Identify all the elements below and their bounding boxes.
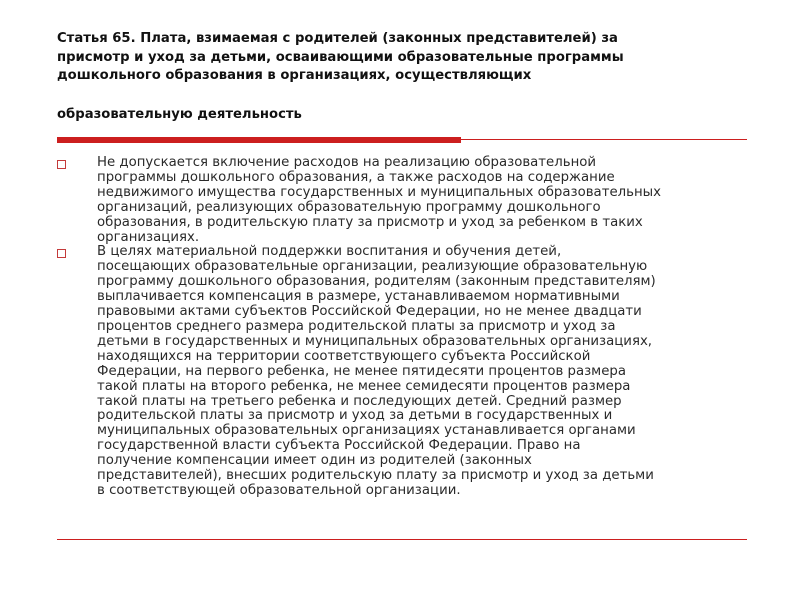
bottom-divider <box>57 539 747 540</box>
text-line: организациях. <box>97 229 200 245</box>
text-line: выплачивается компенсация в размере, устанавливаемом нормативными <box>97 289 620 305</box>
list-item <box>57 245 747 498</box>
text-line: Не допускается включение расходов на реализацию образовательной <box>97 155 597 170</box>
title-line-2: присмотр и уход за детьми, осваивающими образовательные программы <box>57 49 624 65</box>
text-line: организаций, реализующих образовательную программу дошкольного <box>97 199 601 215</box>
underline-thick-segment <box>57 137 461 143</box>
text-line: посещающих образовательные организации, реализующие образовательную <box>97 259 648 275</box>
text-line: такой платы на второго ребенка, не менее семидесяти процентов размера <box>97 378 631 394</box>
title-underline <box>57 137 747 143</box>
slide-title <box>57 30 757 124</box>
text-line: В целях материальной поддержки воспитания и обучения детей, <box>97 244 562 260</box>
text-line: в соответствующей образовательной организации. <box>97 482 461 498</box>
text-line: программу дошкольного образования, родителям (законным представителям) <box>97 274 656 290</box>
text-line: получение компенсации имеет один из родителей (законных <box>97 453 532 469</box>
title-line-3: дошкольного образования в организациях, осуществляющих <box>57 68 532 83</box>
text-line: муниципальных образовательных организациях устанавливается органами <box>97 423 636 439</box>
text-line: программы дошкольного образования, а также расходов на содержание <box>97 169 615 185</box>
title-spacer <box>57 86 757 106</box>
list-item <box>57 156 747 245</box>
text-line: находящихся на территории соответствующего субъекта Российской <box>97 348 591 364</box>
text-line: правовыми актами субъектов Российской Федерации, но не менее двадцати <box>97 304 642 320</box>
text-line: недвижимого имущества государственных и муниципальных образовательных <box>97 184 662 200</box>
square-bullet-icon <box>57 160 66 169</box>
slide-content <box>57 156 747 499</box>
title-line-4: образовательную деятельность <box>57 106 302 122</box>
text-line: процентов среднего размера родительской платы за присмотр и уход за <box>97 318 616 334</box>
square-bullet-icon <box>57 249 66 258</box>
text-line: такой платы на третьего ребенка и последующих детей. Средний размер <box>97 393 622 409</box>
text-line: родительской платы за присмотр и уход за детьми в государственных и <box>97 408 613 424</box>
text-line: представителей), внесших родительскую плату за присмотр и уход за детьми <box>97 468 654 484</box>
text-line: детьми в государственных и муниципальных образовательных организациях, <box>97 333 653 349</box>
title-line-1: Статья 65. Плата, взимаемая с родителей (законных представителей) за <box>57 31 618 46</box>
text-line: образования, в родительскую плату за присмотр и уход за ребенком в таких <box>97 214 643 230</box>
underline-thin-segment <box>461 139 747 140</box>
text-line: Федерации, на первого ребенка, не менее пятидесяти процентов размера <box>97 363 626 379</box>
text-line: государственной власти субъекта Российской Федерации. Право на <box>97 438 581 454</box>
